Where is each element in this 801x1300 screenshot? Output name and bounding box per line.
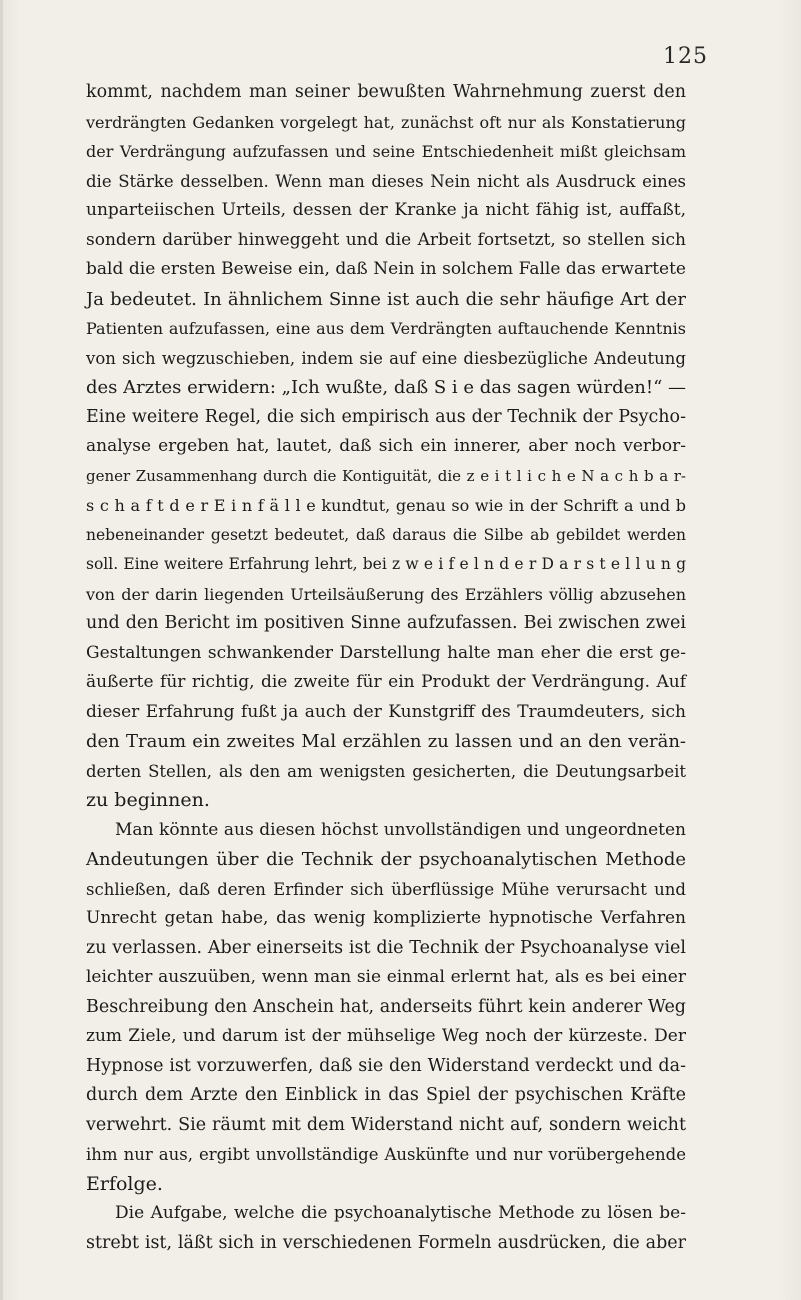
text-line: von sich wegzuschieben, indem sie auf eine diesbezügliche Andeutung [86, 348, 686, 368]
text-line: nebeneinander gesetzt bedeutet, daß daraus die Silbe ab gebildet werden [86, 525, 686, 544]
text-line: Andeutungen über die Technik der psychoanalytischen Methode [86, 849, 686, 870]
text-line: verdrängten Gedanken vorgelegt hat, zunächst oft nur als Konstatierung [86, 112, 686, 132]
text-line: Beschreibung den Anschein hat, anderseits führt kein anderer Weg [86, 996, 686, 1017]
text-line: schließen, daß deren Erfinder sich überflüssige Mühe verursacht und [86, 879, 686, 899]
text-line: Man könnte aus diesen höchst unvollständigen und ungeordneten [115, 819, 686, 840]
text-line: Die Aufgabe, welche die psychoanalytische Methode zu lösen be- [115, 1203, 686, 1223]
text-line: zum Ziele, und darum ist der mühselige Weg noch der kürzeste. Der [86, 1026, 686, 1046]
text-line: gener Zusammenhang durch die Kontiguität, die z e i t l i c h e N a c h b a r- [86, 466, 686, 485]
text-line: dieser Erfahrung fußt ja auch der Kunstgriff des Traumdeuters, sich [86, 701, 686, 722]
text-line: ihm nur aus, ergibt unvollständige Auskünfte und nur vorübergehende [86, 1145, 686, 1164]
text-line: derten Stellen, als den am wenigsten gesicherten, die Deutungsarbeit [86, 761, 686, 781]
text-line: bald die ersten Beweise ein, daß Nein in solchem Falle das erwartete [86, 259, 686, 279]
text-line: zu verlassen. Aber einerseits ist die Technik der Psychoanalyse viel [86, 937, 686, 958]
text-line: Eine weitere Regel, die sich empirisch aus der Technik der Psycho- [86, 406, 686, 427]
text-line: des Arztes erwidern: „Ich wußte, daß S i e das sagen würden!“ — [86, 377, 686, 398]
text-line: Ja bedeutet. In ähnlichem Sinne ist auch die sehr häufige Art der [86, 288, 686, 310]
text-line: Unrecht getan habe, das wenig komplizierte hypnotische Verfahren [86, 908, 686, 928]
text-line: der Verdrängung aufzufassen und seine Entschiedenheit mißt gleichsam [86, 142, 686, 161]
text-line: zu beginnen. [86, 789, 210, 811]
page-number: 125 [663, 44, 708, 69]
text-line: Gestaltungen schwankender Darstellung halte man eher die erst ge- [86, 642, 686, 663]
text-line: durch dem Arzte den Einblick in das Spiel der psychischen Kräfte [86, 1085, 686, 1105]
text-line: kommt, nachdem man seiner bewußten Wahrnehmung zuerst den [86, 82, 686, 102]
body-text [86, 78, 686, 1258]
text-line: den Traum ein zweites Mal erzählen zu lassen und an den verän- [86, 731, 686, 752]
text-line: Erfolge. [86, 1172, 163, 1195]
text-line: äußerte für richtig, die zweite für ein Produkt der Verdrängung. Auf [86, 672, 686, 692]
text-line: s c h a f t d e r E i n f ä l l e kundtut, genau so wie in der Schrift a und b [86, 496, 686, 515]
text-line: die Stärke desselben. Wenn man dieses Nein nicht als Ausdruck eines [86, 171, 686, 191]
text-line: unparteiischen Urteils, dessen der Kranke ja nicht fähig ist, auffaßt, [86, 200, 686, 220]
text-line: leichter auszuüben, wenn man sie einmal erlernt hat, als es bei einer [86, 967, 686, 987]
text-line: Hypnose ist vorzuwerfen, daß sie den Widerstand verdeckt und da- [86, 1055, 686, 1076]
text-line: verwehrt. Sie räumt mit dem Widerstand nicht auf, sondern weicht [86, 1114, 686, 1135]
text-line: und den Bericht im positiven Sinne aufzufassen. Bei zwischen zwei [86, 613, 686, 633]
page-binding-edge [0, 0, 3, 1300]
text-line: Patienten aufzufassen, eine aus dem Verdrängten auftauchende Kenntnis [86, 319, 686, 338]
text-line: sondern darüber hinweggeht und die Arbeit fortsetzt, so stellen sich [86, 229, 686, 250]
text-line: analyse ergeben hat, lautet, daß sich ein innerer, aber noch verbor- [86, 436, 686, 456]
text-line: von der darin liegenden Urteilsäußerung des Erzählers völlig abzusehen [86, 584, 686, 604]
text-line: soll. Eine weitere Erfahrung lehrt, bei z w e i f e l n d e r D a r s t e l l u n g [86, 555, 686, 573]
text-line: strebt ist, läßt sich in verschiedenen Formeln ausdrücken, die aber [86, 1232, 686, 1253]
